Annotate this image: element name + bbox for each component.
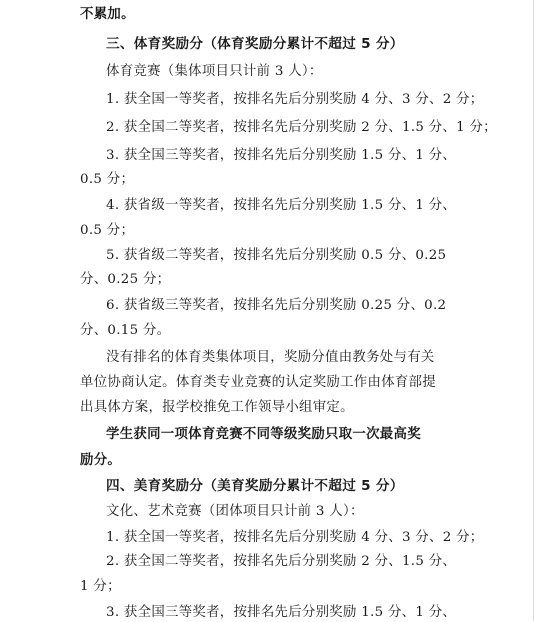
text-line-18: 励分。 [80,453,122,468]
text-line-6: 3. 获全国三等奖者，按排名先后分别奖励 1.5 分、1 分、 [106,148,457,163]
text-line-7: 0.5 分； [80,172,135,187]
text-line-3: 体育竞赛（集体项目只计前 3 人）： [106,64,323,79]
text-line-4: 1. 获全国一等奖者，按排名先后分别奖励 4 分、3 分、2 分； [106,92,484,107]
text-line-10: 5. 获省级二等奖者，按排名先后分别奖励 0.5 分、0.25 [106,248,447,263]
text-line-13: 分、0.15 分。 [80,323,171,338]
text-line-14: 没有排名的体育类集体项目，奖励分值由教务处与有关 [106,350,435,365]
text-line-22: 2. 获全国二等奖者，按排名先后分别奖励 2 分、1.5 分、 [106,554,457,569]
text-line-12: 6. 获省级三等奖者，按排名先后分别奖励 0.25 分、0.2 [106,298,447,313]
section-heading-sports: 三、体育奖励分（体育奖励分累计不超过 5 分） [106,36,404,52]
text-line-15: 单位协商认定。体育类专业竞赛的认定奖励工作由体育部提 [80,375,436,390]
text-line-24: 3. 获全国三等奖者，按排名先后分别奖励 1.5 分、1 分、 [106,605,457,620]
text-line-16: 出具体方案，报学校推免工作领导小组审定。 [80,400,354,415]
text-line-9: 0.5 分； [80,223,135,238]
text-line-20: 文化、艺术竞赛（团体项目只计前 3 人）： [106,504,364,519]
text-line-23: 1 分； [80,579,121,594]
section-heading-arts: 四、美育奖励分（美育奖励分累计不超过 5 分） [106,478,404,494]
text-line-1: 不累加。 [80,7,135,22]
text-line-5: 2. 获全国二等奖者，按排名先后分别奖励 2 分、1.5 分、1 分； [106,120,497,135]
text-line-11: 分、0.25 分； [80,272,171,287]
text-line-21: 1. 获全国一等奖者，按排名先后分别奖励 4 分、3 分、2 分； [106,530,484,545]
text-line-17: 学生获同一项体育竞赛不同等级奖励只取一次最高奖 [106,427,421,442]
text-line-8: 4. 获省级一等奖者，按排名先后分别奖励 1.5 分、1 分、 [106,198,457,213]
